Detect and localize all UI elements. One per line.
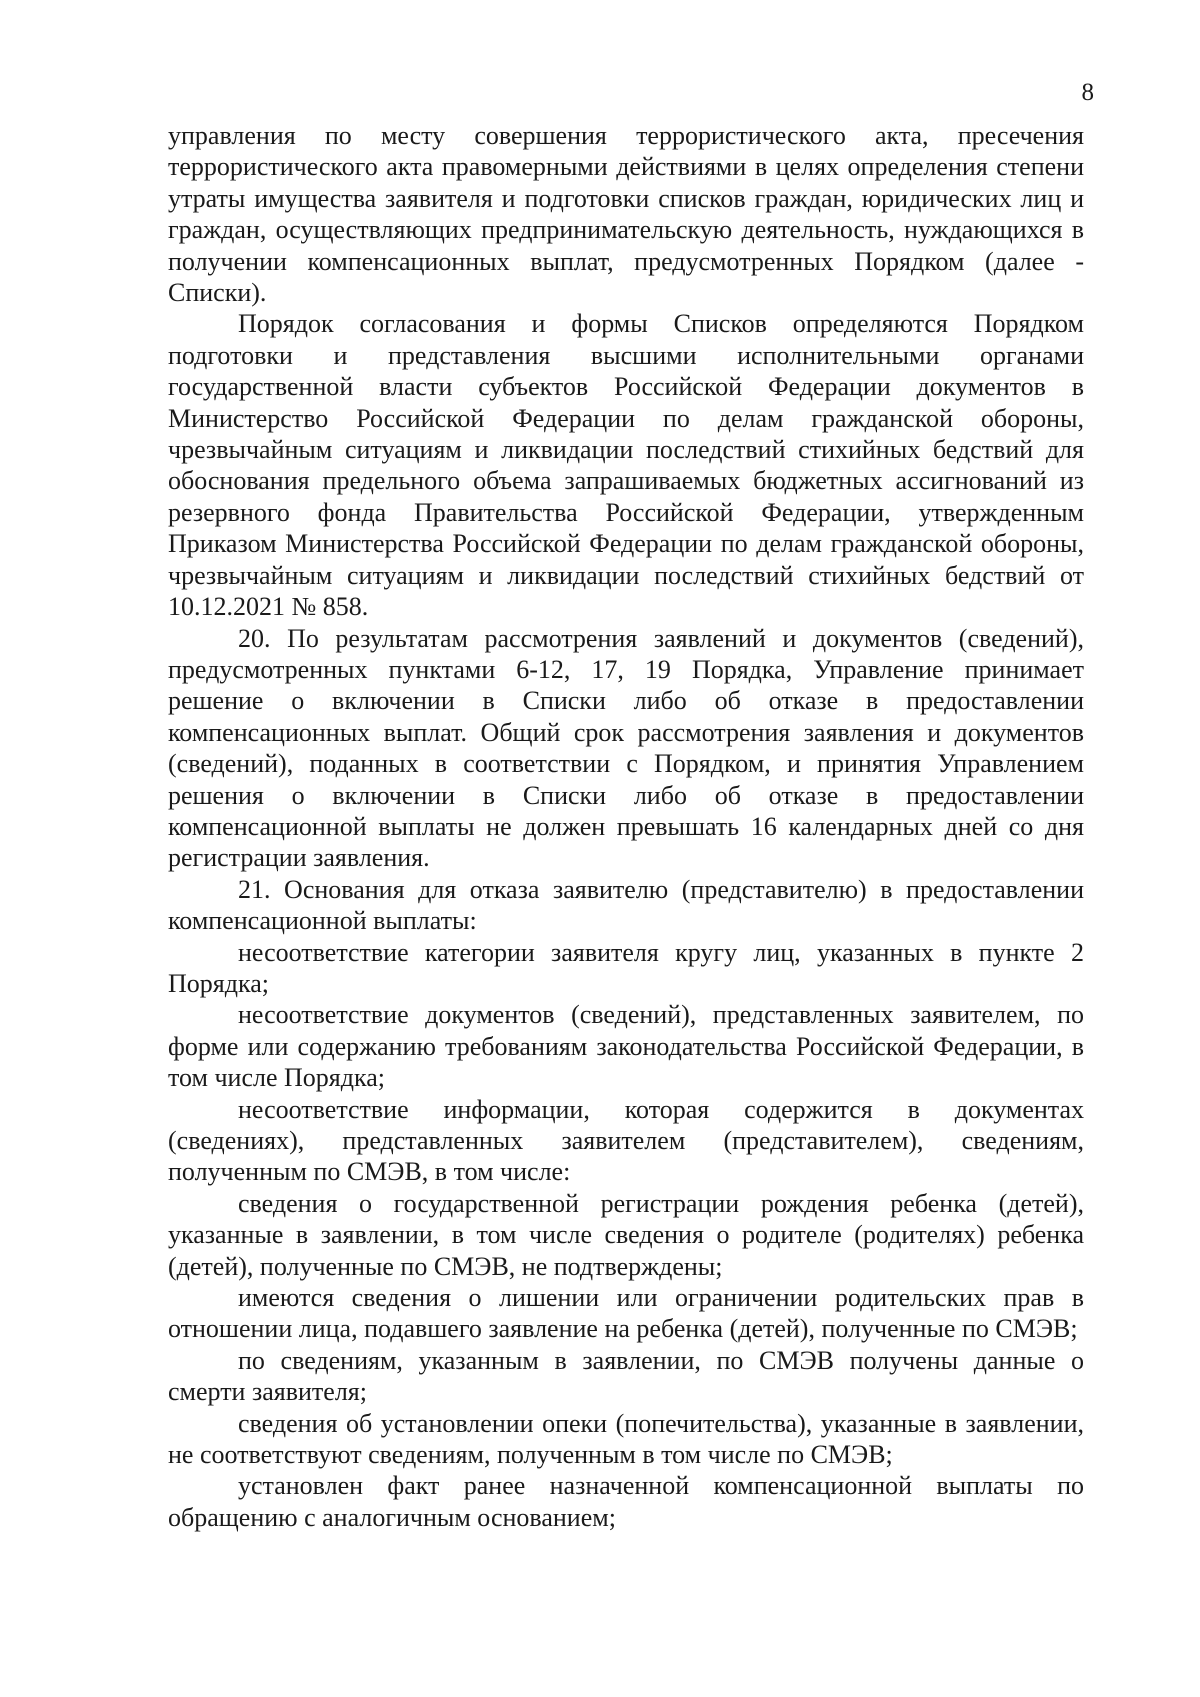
- paragraph-continuation: управления по месту совершения террористического акта, пресечения террористического акта правомерными действиями в целях определения степени утраты имущества заявителя и подготовки списков граждан, юридических лиц и граждан, осуществляющих предпринимательскую деятельность, нуждающихся в получении компенсационных выплат, предусмотренных Порядком (далее - Списки).: [168, 121, 1084, 308]
- refusal-ground-category: несоответствие категории заявителя кругу лиц, указанных в пункте 2 Порядка;: [168, 937, 1084, 998]
- sub-ground-death-data: по сведениям, указанным в заявлении, по СМЭВ получены данные о смерти заявителя;: [168, 1345, 1084, 1407]
- paragraph-item-20: 20. По результатам рассмотрения заявлений и документов (сведений), предусмотренных пунктами 6-12, 17, 19 Порядка, Управление принимает решение о включении в Списки либо об отказе в предоставлении компенсационных выплат. Общий срок рассмотрения заявления и документов (сведений), поданных в соответствии с Порядком, и принятия Управлением решения о включении в Списки либо об отказе в предоставлении компенсационной выплаты не должен превышать 16 календарных дней со дня регистрации заявления.: [168, 623, 1084, 873]
- document-body: [168, 120, 1084, 1533]
- refusal-ground-documents: несоответствие документов (сведений), представленных заявителем, по форме или содержанию требованиям законодательства Российской Федерации, в том числе Порядка;: [168, 1000, 1084, 1093]
- paragraph-lists-procedure: Порядок согласования и формы Списков определяются Порядком подготовки и представления высшими исполнительными органами государственной власти субъектов Российской Федерации документов в Министерство Российской Федерации по делам гражданской обороны, чрезвычайным ситуациям и ликвидации последствий стихийных бедствий для обоснования предельного объема запрашиваемых бюджетных ассигнований из резервного фонда Правительства Российской Федерации, утвержденным Приказом Министерства Российской Федерации по делам гражданской обороны, чрезвычайным ситуациям и ликвидации последствий стихийных бедствий от 10.12.2021 № 858.: [168, 309, 1084, 622]
- sub-ground-parental-rights: имеются сведения о лишении или ограничении родительских прав в отношении лица, подавшего заявление на ребенка (детей), полученные по СМЭВ;: [168, 1283, 1084, 1344]
- paragraph-item-21: 21. Основания для отказа заявителю (представителю) в предоставлении компенсационной выплаты:: [168, 874, 1084, 936]
- sub-ground-guardianship: сведения об установлении опеки (попечительства), указанные в заявлении, не соответствуют сведениям, полученным в том числе по СМЭВ;: [168, 1408, 1084, 1470]
- refusal-ground-information: несоответствие информации, которая содержится в документах (сведениях), представленных заявителем (представителем), сведениям, полученным по СМЭВ, в том числе:: [168, 1094, 1084, 1187]
- page-number: 8: [1081, 79, 1094, 106]
- sub-ground-previous-payment: установлен факт ранее назначенной компенсационной выплаты по обращению с аналогичным основанием;: [168, 1471, 1084, 1532]
- sub-ground-birth-registration: сведения о государственной регистрации рождения ребенка (детей), указанные в заявлении, в том числе сведения о родителе (родителях) ребенка (детей), полученные по СМЭВ, не подтверждены;: [168, 1188, 1084, 1281]
